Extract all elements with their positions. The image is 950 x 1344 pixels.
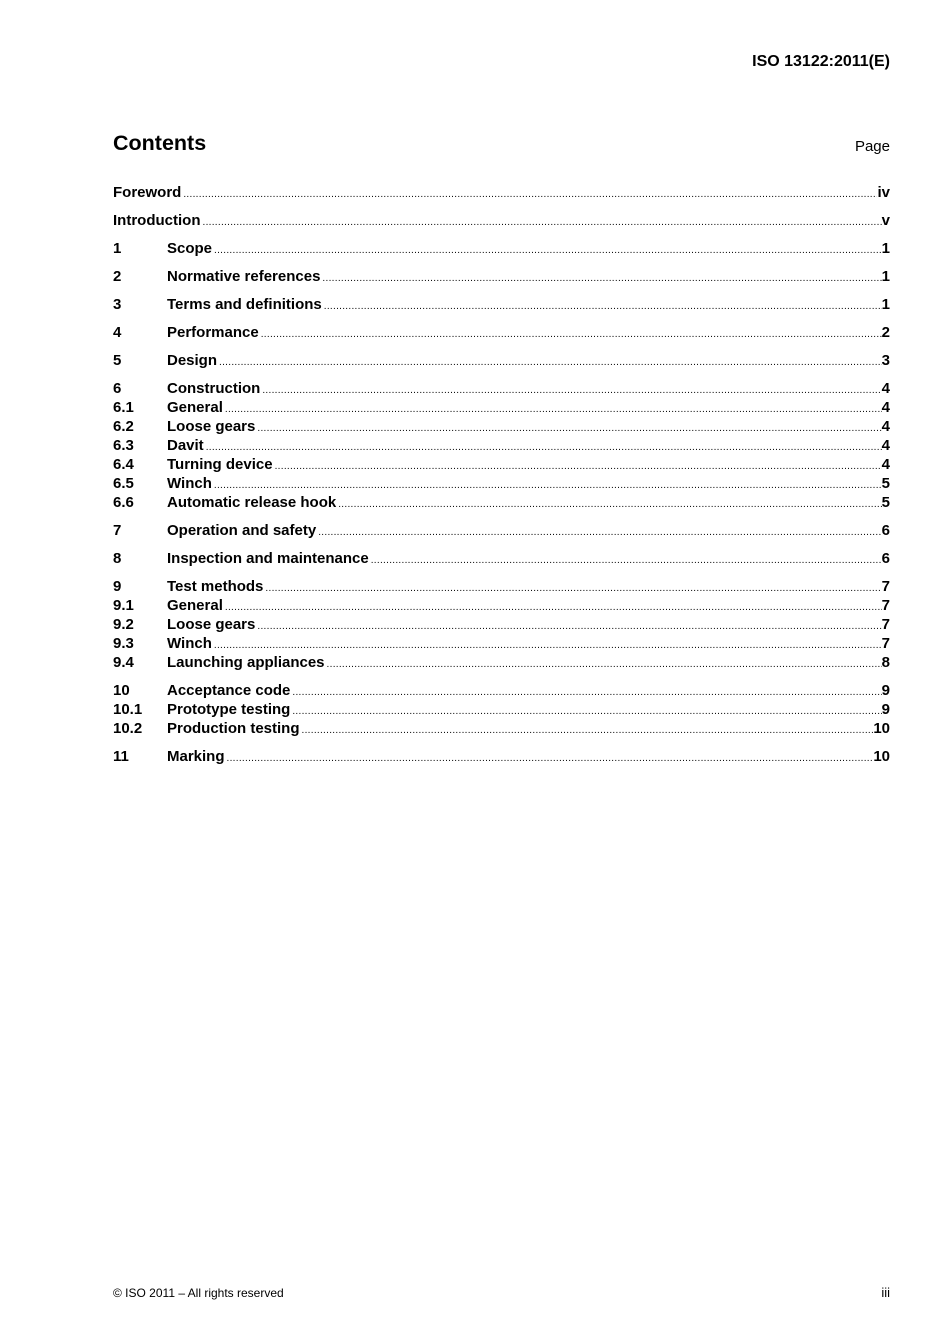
- toc-entry-title: Design: [167, 352, 218, 369]
- toc-entry-number: 6.5: [113, 475, 134, 492]
- toc-entry[interactable]: [113, 493, 890, 512]
- toc-entry-page: 5: [881, 475, 890, 492]
- toc-dot-leader: [217, 353, 882, 372]
- toc-entry-number: 6.6: [113, 494, 134, 511]
- toc-entry[interactable]: [113, 323, 890, 342]
- toc-entry-page: 6: [881, 522, 890, 539]
- toc-dot-leader: [181, 185, 877, 204]
- toc-dot-leader: [336, 495, 881, 514]
- toc-entry[interactable]: [113, 351, 890, 370]
- toc-entry-number: 6.4: [113, 456, 134, 473]
- toc-entry-title: Test methods: [167, 578, 264, 595]
- toc-entry-number: 9.3: [113, 635, 134, 652]
- toc-entry[interactable]: [113, 700, 890, 719]
- toc-entry-page: iv: [877, 184, 890, 201]
- toc-entry-page: 2: [881, 324, 890, 341]
- toc-entry-page: 1: [881, 268, 890, 285]
- toc-entry-page: 1: [881, 296, 890, 313]
- toc-entry[interactable]: [113, 719, 890, 738]
- toc-entry[interactable]: [113, 436, 890, 455]
- toc-entry[interactable]: [113, 183, 890, 202]
- toc-entry-number: 8: [113, 550, 122, 567]
- toc-dot-leader: [259, 325, 882, 344]
- toc-entry-page: v: [881, 212, 890, 229]
- toc-entry-page: 3: [881, 352, 890, 369]
- toc-entry-number: 10.1: [113, 701, 143, 718]
- footer-copyright: © ISO 2011 – All rights reserved: [113, 1286, 284, 1300]
- toc-entry[interactable]: [113, 295, 890, 314]
- toc-dot-leader: [325, 655, 882, 674]
- toc-entry-number: 9.2: [113, 616, 134, 633]
- toc-entry-number: 4: [113, 324, 122, 341]
- toc-entry-page: 4: [881, 418, 890, 435]
- toc-entry[interactable]: [113, 615, 890, 634]
- toc-entry-number: 10: [113, 682, 130, 699]
- toc-dot-leader: [322, 297, 882, 316]
- toc-entry-title: Normative references: [167, 268, 321, 285]
- toc-entry-title: Terms and definitions: [167, 296, 322, 313]
- toc-entry-page: 10: [873, 720, 890, 737]
- toc-entry-title: Launching appliances: [167, 654, 325, 671]
- toc-entry-number: 6.3: [113, 437, 134, 454]
- toc-entry[interactable]: [113, 596, 890, 615]
- toc-entry-page: 4: [881, 437, 890, 454]
- toc-entry-title: Turning device: [167, 456, 273, 473]
- toc-entry-number: 5: [113, 352, 122, 369]
- toc-entry-page: 9: [881, 682, 890, 699]
- toc-entry-number: 6.1: [113, 399, 134, 416]
- toc-entry-title: Scope: [167, 240, 213, 257]
- toc-entry-page: 4: [881, 399, 890, 416]
- toc-entry-number: 11: [113, 748, 129, 765]
- toc-entry-number: 1: [113, 240, 122, 257]
- toc-entry[interactable]: [113, 417, 890, 436]
- toc-entry-title: Production testing: [167, 720, 300, 737]
- toc-entry[interactable]: [113, 474, 890, 493]
- toc-dot-leader: [225, 749, 874, 768]
- toc-entry[interactable]: [113, 681, 890, 700]
- document-id: ISO 13122:2011(E): [752, 53, 890, 70]
- toc-entry-page: 10: [873, 748, 890, 765]
- toc-entry[interactable]: [113, 521, 890, 540]
- toc-entry-title: Introduction: [113, 212, 201, 229]
- toc-entry-title: General: [167, 597, 223, 614]
- toc-entry-title: Operation and safety: [167, 522, 317, 539]
- toc-entry[interactable]: [113, 455, 890, 474]
- toc-entry-page: 5: [881, 494, 890, 511]
- toc-dot-leader: [316, 523, 881, 542]
- toc-entry-title: Davit: [167, 437, 204, 454]
- toc-entry[interactable]: [113, 398, 890, 417]
- toc-entry-page: 7: [881, 597, 890, 614]
- toc-entry-number: 9: [113, 578, 122, 595]
- toc-dot-leader: [200, 213, 881, 232]
- toc-entry-number: 7: [113, 522, 122, 539]
- toc-dot-leader: [320, 269, 881, 288]
- toc-entry-number: 10.2: [113, 720, 143, 737]
- toc-entry-page: 7: [881, 635, 890, 652]
- toc-entry-page: 4: [881, 456, 890, 473]
- footer-page-number: iii: [881, 1285, 890, 1300]
- toc-entry-title: Prototype testing: [167, 701, 291, 718]
- toc-entry-title: Inspection and maintenance: [167, 550, 369, 567]
- toc-dot-leader: [369, 551, 882, 570]
- toc-entry-title: Winch: [167, 475, 212, 492]
- toc-dot-leader: [300, 721, 874, 740]
- toc-entry-title: Foreword: [113, 184, 182, 201]
- toc-entry-title: Construction: [167, 380, 261, 397]
- toc-entry[interactable]: [113, 747, 890, 766]
- toc-entry-title: Loose gears: [167, 418, 256, 435]
- toc-entry-number: 6: [113, 380, 122, 397]
- toc-entry-number: 2: [113, 268, 122, 285]
- toc-entry-number: 6.2: [113, 418, 134, 435]
- toc-entry[interactable]: [113, 239, 890, 258]
- toc-entry-page: 8: [881, 654, 890, 671]
- toc-entry-page: 6: [881, 550, 890, 567]
- toc-entry-title: Winch: [167, 635, 212, 652]
- toc-entry-title: Automatic release hook: [167, 494, 337, 511]
- toc-entry-number: 3: [113, 296, 122, 313]
- toc-entry-title: General: [167, 399, 223, 416]
- toc-entry-page: 1: [881, 240, 890, 257]
- toc-entry-number: 9.4: [113, 654, 134, 671]
- toc-entry[interactable]: [113, 653, 890, 672]
- toc-entry-page: 7: [881, 616, 890, 633]
- table-of-contents: [113, 183, 890, 766]
- toc-entry[interactable]: [113, 379, 890, 398]
- toc-entry-page: 9: [881, 701, 890, 718]
- toc-entry-page: 7: [881, 578, 890, 595]
- toc-entry[interactable]: [113, 267, 890, 286]
- toc-entry-title: Performance: [167, 324, 259, 341]
- toc-entry[interactable]: [113, 577, 890, 596]
- page-column-label: Page: [854, 138, 890, 155]
- toc-entry-number: 9.1: [113, 597, 134, 614]
- toc-entry-page: 4: [881, 380, 890, 397]
- toc-entry[interactable]: [113, 634, 890, 653]
- toc-entry[interactable]: [113, 211, 890, 230]
- toc-dot-leader: [212, 241, 882, 260]
- toc-entry-title: Loose gears: [167, 616, 256, 633]
- toc-entry-title: Acceptance code: [167, 682, 291, 699]
- contents-heading: Contents: [113, 131, 207, 155]
- toc-entry-title: Marking: [167, 748, 225, 765]
- toc-entry[interactable]: [113, 549, 890, 568]
